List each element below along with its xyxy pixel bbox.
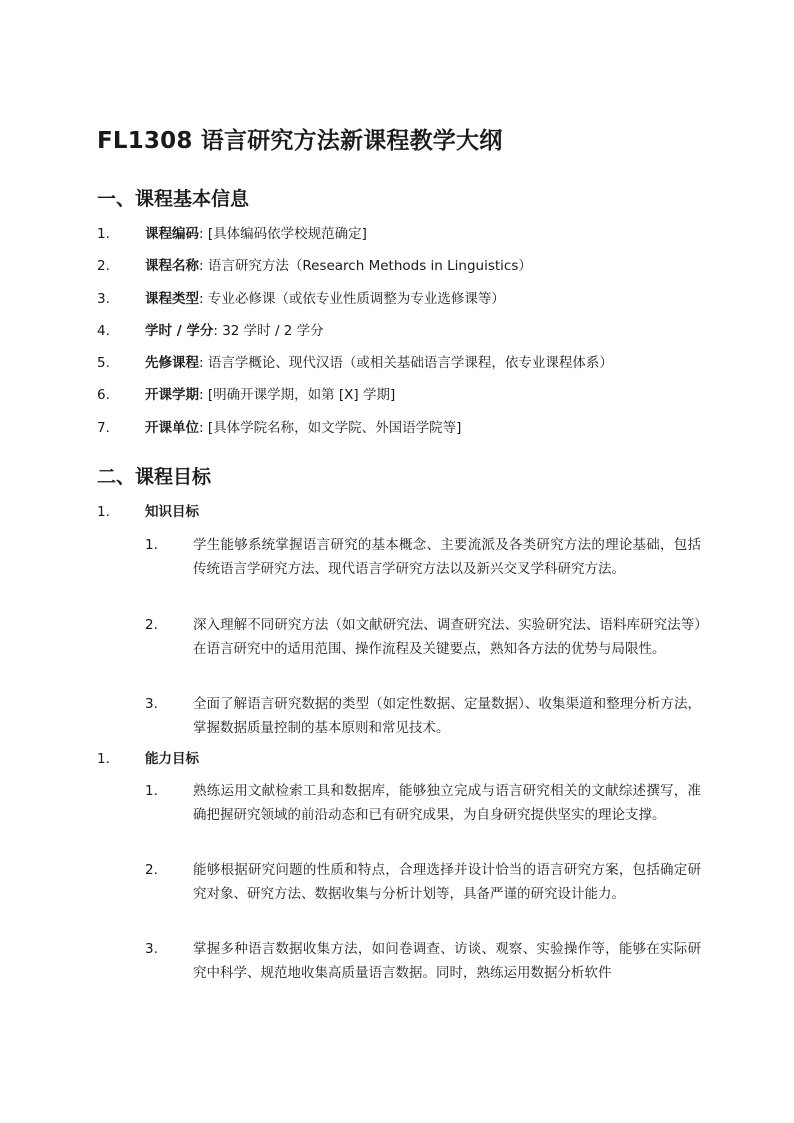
- info-separator: :: [199, 258, 204, 275]
- list-number: 3.: [145, 941, 158, 957]
- list-number: 1.: [97, 504, 110, 520]
- list-number: 1.: [145, 537, 158, 553]
- info-label: 开课单位: [145, 419, 199, 436]
- paragraph-text: 能够根据研究问题的性质和特点，合理选择并设计恰当的语言研究方案，包括确定研究对象、研究方法、数据收集与分析计划等，具备严谨的研究设计能力。: [193, 862, 701, 902]
- info-value: 语言学概论、现代汉语（或相关基础语言学课程，依专业课程体系）: [207, 355, 613, 372]
- list-number: 3.: [97, 290, 110, 307]
- info-separator: :: [199, 226, 204, 242]
- list-number: 2.: [145, 617, 158, 633]
- info-label: 开课学期: [145, 387, 199, 404]
- paragraph-text: 熟练运用文献检索工具和数据库，能够独立完成与语言研究相关的文献综述撰写，准确把握研究领域的前沿动态和已有研究成果，为自身研究提供坚实的理论支撑。: [193, 783, 701, 823]
- paragraph-text: 深入理解不同研究方法（如文献研究法、调查研究法、实验研究法、语料库研究法等）在语言研究中的适用范围、操作流程及关键要点，熟知各方法的优势与局限性。: [193, 617, 701, 657]
- info-separator: :: [199, 355, 204, 372]
- paragraph-text: 全面了解语言研究数据的类型（如定性数据、定量数据）、收集渠道和整理分析方法，掌握数据质量控制的基本原则和常见技术。: [193, 696, 701, 736]
- list-number: 3.: [145, 696, 158, 712]
- list-number: 1.: [97, 226, 110, 242]
- list-number: 2.: [97, 258, 110, 275]
- section-heading-objectives: 二、课程目标: [97, 466, 212, 488]
- info-label: 先修课程: [145, 355, 199, 372]
- info-value: 语言研究方法（Research Methods in Linguistics）: [207, 258, 532, 275]
- info-label: 课程类型: [145, 290, 199, 307]
- info-value: 32 学时 / 2 学分: [222, 322, 324, 339]
- info-separator: :: [213, 322, 218, 339]
- list-number: 2.: [145, 862, 158, 878]
- info-label: 学时 / 学分: [145, 322, 214, 339]
- list-number: 7.: [97, 419, 110, 436]
- list-number: 6.: [97, 387, 110, 404]
- info-value: 专业必修课（或依专业性质调整为专业选修课等）: [207, 290, 505, 307]
- info-value: [具体编码依学校规范确定]: [207, 226, 367, 242]
- info-separator: :: [199, 419, 204, 436]
- list-number: 5.: [97, 355, 110, 372]
- info-separator: :: [199, 290, 204, 307]
- list-number: 4.: [97, 322, 110, 339]
- paragraph-text: 掌握多种语言数据收集方法，如问卷调查、访谈、观察、实验操作等，能够在实际研究中科学、规范地收集高质量语言数据。同时，熟练运用数据分析软件: [193, 941, 701, 981]
- paragraph-text: 学生能够系统掌握语言研究的基本概念、主要流派及各类研究方法的理论基础，包括传统语言学研究方法、现代语言学研究方法以及新兴交叉学科研究方法。: [193, 537, 701, 577]
- info-separator: :: [199, 387, 204, 404]
- info-value: [具体学院名称，如文学院、外国语学院等]: [207, 419, 462, 436]
- subheading-ability: 能力目标: [145, 751, 199, 767]
- list-number: 1.: [145, 783, 158, 799]
- subheading-knowledge: 知识目标: [145, 504, 199, 520]
- info-value: [明确开课学期，如第 [X] 学期]: [207, 387, 396, 404]
- info-label: 课程名称: [145, 258, 199, 275]
- document-title: FL1308 语言研究方法新课程教学大纲: [97, 128, 503, 154]
- section-heading-basic-info: 一、课程基本信息: [97, 188, 250, 210]
- info-label: 课程编码: [145, 226, 199, 242]
- list-number: 1.: [97, 751, 110, 767]
